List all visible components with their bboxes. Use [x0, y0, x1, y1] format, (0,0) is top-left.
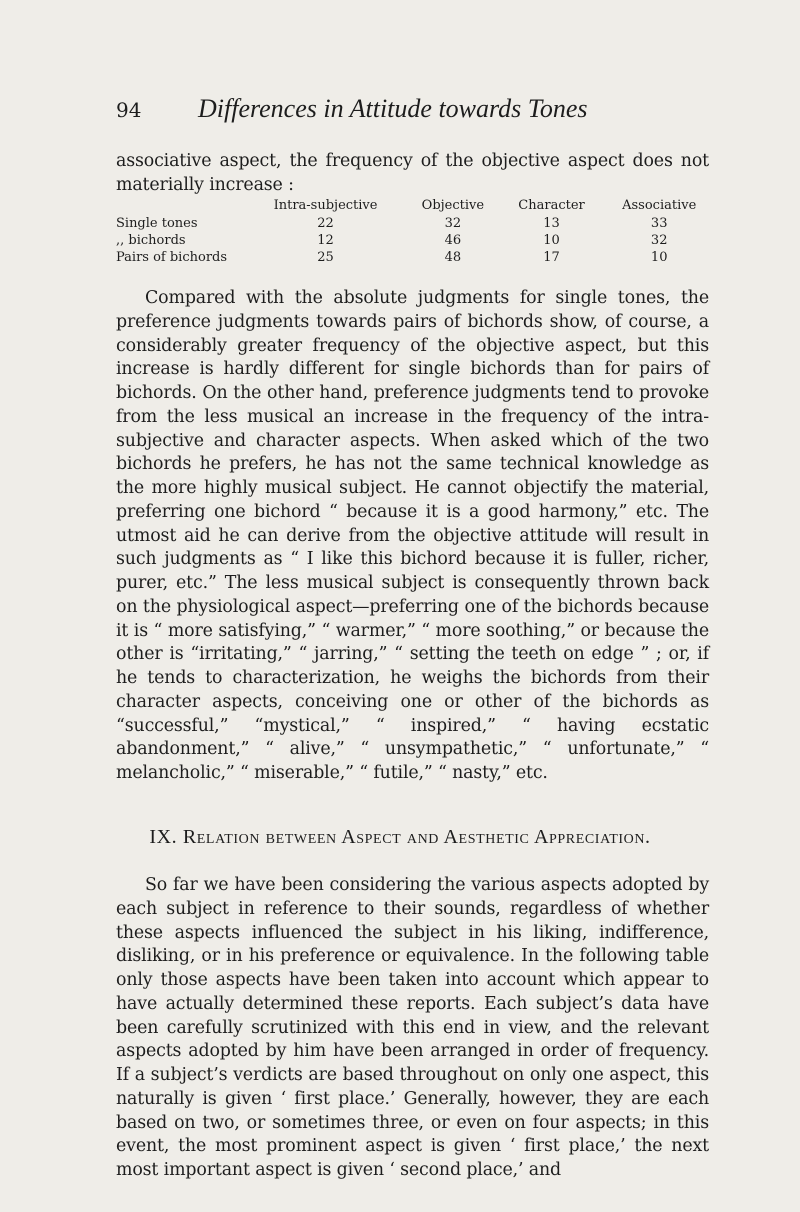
table-header-cell: Intra-subjective — [273, 198, 378, 213]
table-row — [116, 215, 716, 232]
table-cell: 17 — [543, 250, 560, 265]
table-header-row — [116, 197, 716, 215]
section-heading: IX. Relation between Aspect and Aesthetic Appreciation. — [149, 826, 651, 848]
table-cell: 13 — [543, 216, 560, 231]
body-paragraph-comparison: Compared with the absolute judgments for single tones, the preference judgments towards pairs of bichords show, of course, a considerably greater frequency of the objective aspect, but this increase is hardly different for single bichords than for pairs of bichords. On the other hand, preference judgments tend to provoke from the less musical an increase in the frequency of the intra-subjective and character aspects. When asked which of the two bichords he prefers, he has not the same technical knowledge as the more highly musical subject. He cannot objectify the material, preferring one bichord “ because it is a good harmony,” etc. The utmost aid he can derive from the objective attitude will result in such judgments as “ I like this bichord because it is fuller, richer, purer, etc.” The less musical subject is consequently thrown back on the physiological aspect—preferring one of the bichords because it is “ more satisfying,” “ warmer,” “ more soothing,” or because the other is “irritating,” “ jarring,” “ setting the teeth on edge ” ; or, if he tends to characterization, he weighs the bichords from their character aspects, conceiving one or other of the bichords as “successful,” “mystical,” “ inspired,” “ having ecstatic abandonment,” “ alive,” “ unsympathetic,” “ unfortunate,” “ melancholic,” “ miserable,” “ futile,” “ nasty,” etc. — [116, 288, 709, 783]
running-title: Differences in Attitude towards Tones — [198, 94, 588, 123]
row-label: ,, bichords — [116, 233, 186, 248]
table-cell: 46 — [444, 233, 462, 248]
table-cell: 25 — [317, 250, 334, 265]
row-label: Pairs of bichords — [116, 250, 228, 265]
intro-paragraph: associative aspect, the frequency of the objective aspect does not materially increase : — [116, 151, 709, 195]
table-header-cell: Associative — [622, 198, 697, 213]
table-cell: 10 — [543, 233, 560, 248]
table-cell: 48 — [444, 250, 462, 265]
page-number: 94 — [116, 98, 142, 122]
aspect-frequency-table — [116, 197, 716, 266]
body-paragraph-aspect-appreciation: So far we have been considering the various aspects adopted by each subject in reference to their sounds, regardless of whether these aspects influenced the subject in his liking, indifference, disliking, or in his preference or equivalence. In the following table only those aspects have been taken into account which appear to have actually determined these reports. Each subject’s data have been carefully scrutinized with this end in view, and the relevant aspects adopted by him have been arranged in order of frequency. If a subject’s verdicts are based throughout on only one aspect, this naturally is given ‘ first place.’ Generally, however, they are each based on two, or sometimes three, or even on four aspects; in this event, the most prominent aspect is given ‘ first place,’ the next most important aspect is given ‘ second place,’ and — [116, 875, 709, 1180]
table-cell: 32 — [444, 216, 462, 231]
row-label: Single tones — [116, 216, 198, 231]
table-cell: 10 — [650, 250, 668, 265]
table-header-cell: Character — [518, 198, 585, 213]
table-cell: 22 — [317, 216, 334, 231]
table-row — [116, 249, 716, 266]
table-cell: 32 — [650, 233, 668, 248]
table-cell: 12 — [317, 233, 334, 248]
table-cell: 33 — [650, 216, 668, 231]
table-header-cell: Objective — [421, 198, 485, 213]
page-header — [116, 94, 716, 130]
table-row — [116, 232, 716, 249]
table-header-cell — [116, 197, 246, 215]
